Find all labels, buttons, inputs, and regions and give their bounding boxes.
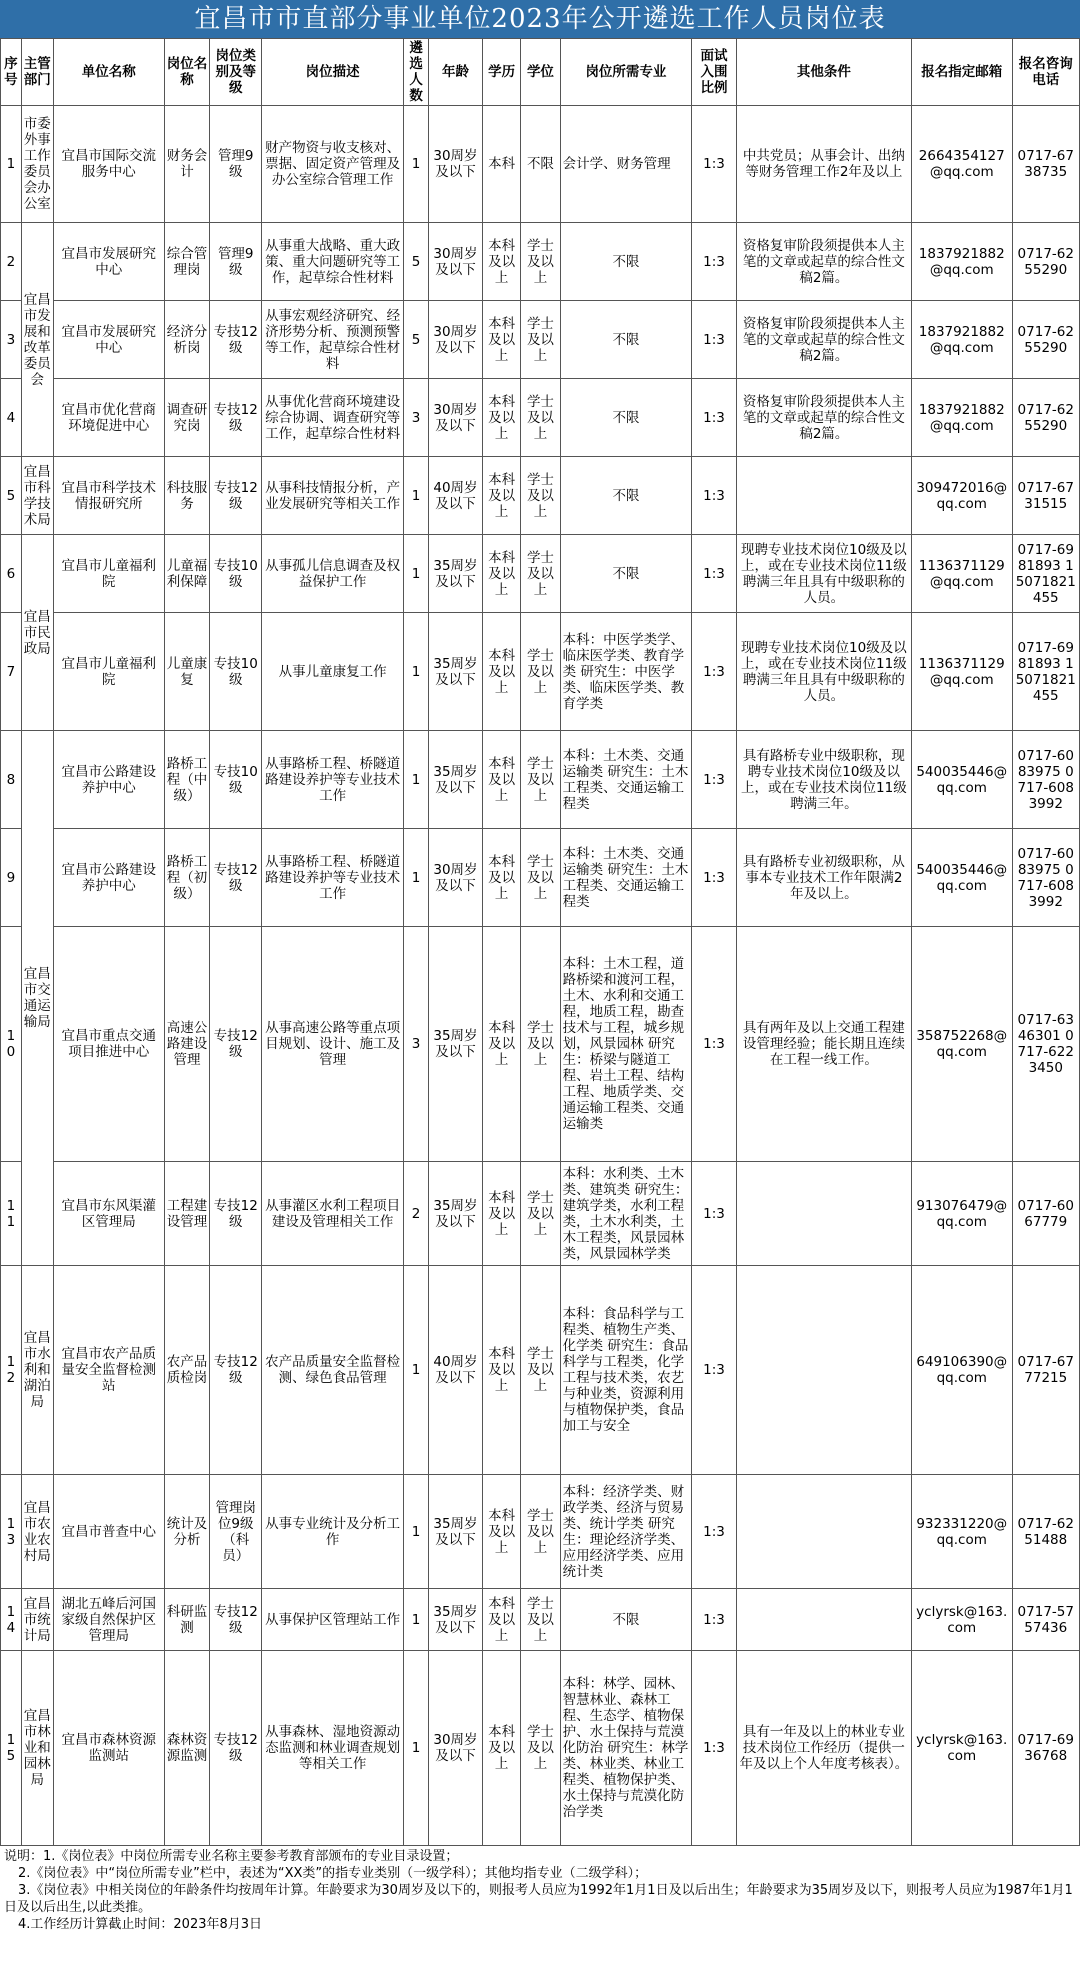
- cell-deg: 学士及以上: [521, 927, 560, 1162]
- cell-phone: 0717-6251488: [1012, 1475, 1080, 1589]
- cell-deg: 学士及以上: [521, 1162, 560, 1266]
- cell-num: 1: [404, 829, 429, 927]
- table-row: [1, 1162, 1080, 1266]
- cell-ratio: 1:3: [692, 223, 737, 301]
- cell-edu: 本科: [482, 106, 520, 223]
- cell-num: 1: [404, 1266, 429, 1475]
- cell-desc: 从事保护区管理站工作: [262, 1589, 404, 1651]
- cell-edu: 本科及以上: [482, 1266, 520, 1475]
- cell-num: 1: [404, 613, 429, 731]
- cell-post: 高速公路建设管理: [164, 927, 210, 1162]
- cell-email[interactable]: 1136371129@qq.com: [911, 535, 1012, 613]
- cell-major: 不限: [560, 1589, 692, 1651]
- cell-email[interactable]: 1837921882@qq.com: [911, 379, 1012, 457]
- cell-phone: 0717-6255290: [1012, 223, 1080, 301]
- cell-unit: 宜昌市公路建设养护中心: [53, 829, 164, 927]
- cell-age: 35周岁及以下: [429, 1162, 483, 1266]
- cell-desc: 从事宏观经济研究、经济形势分析、预测预警等工作，起草综合性材料: [262, 301, 404, 379]
- cell-no: 7: [1, 613, 22, 731]
- cell-edu: 本科及以上: [482, 927, 520, 1162]
- cell-cond: [736, 1266, 911, 1475]
- cell-edu: 本科及以上: [482, 1475, 520, 1589]
- cell-no: 9: [1, 829, 22, 927]
- cell-edu: 本科及以上: [482, 223, 520, 301]
- cell-post: 科技服务: [164, 457, 210, 535]
- cell-no: 14: [1, 1589, 22, 1651]
- cell-num: 1: [404, 731, 429, 829]
- cell-age: 35周岁及以下: [429, 1475, 483, 1589]
- cell-unit: 宜昌市儿童福利院: [53, 535, 164, 613]
- cell-deg: 学士及以上: [521, 223, 560, 301]
- cell-no: 8: [1, 731, 22, 829]
- cell-age: 35周岁及以下: [429, 927, 483, 1162]
- cell-age: 30周岁及以下: [429, 301, 483, 379]
- cell-phone: 0717-5757436: [1012, 1589, 1080, 1651]
- cell-post: 农产品质检岗: [164, 1266, 210, 1475]
- cell-phone: 0717-6067779: [1012, 1162, 1080, 1266]
- cell-level: 专技12级: [210, 457, 262, 535]
- col-header: 岗位类别及等级: [210, 39, 262, 106]
- cell-num: 1: [404, 1589, 429, 1651]
- cell-dept: 宜昌市交通运输局: [21, 731, 53, 1266]
- col-header: 其他条件: [736, 39, 911, 106]
- cell-edu: 本科及以上: [482, 301, 520, 379]
- cell-cond: [736, 1589, 911, 1651]
- cell-major: 本科：土木类、交通运输类 研究生：土木工程类、交通运输工程类: [560, 829, 692, 927]
- cell-desc: 从事路桥工程、桥隧道路建设养护等专业技术工作: [262, 731, 404, 829]
- cell-cond: 现聘专业技术岗位10级及以上，或在专业技术岗位11级聘满三年且具有中级职称的人员。: [736, 613, 911, 731]
- table-row: [1, 1475, 1080, 1589]
- cell-dept: 宜昌市统计局: [21, 1589, 53, 1651]
- cell-dept: 宜昌市林业和园林局: [21, 1651, 53, 1846]
- cell-email[interactable]: 358752268@qq.com: [911, 927, 1012, 1162]
- cell-post: 经济分析岗: [164, 301, 210, 379]
- cell-cond: 资格复审阶段须提供本人主笔的文章或起草的综合性文稿2篇。: [736, 301, 911, 379]
- cell-email[interactable]: 540035446@qq.com: [911, 731, 1012, 829]
- cell-phone: 0717-6738735: [1012, 106, 1080, 223]
- cell-no: 5: [1, 457, 22, 535]
- cell-level: 专技12级: [210, 1651, 262, 1846]
- cell-desc: 从事灌区水利工程项目建设及管理相关工作: [262, 1162, 404, 1266]
- cell-num: 1: [404, 457, 429, 535]
- cell-ratio: 1:3: [692, 1266, 737, 1475]
- cell-email[interactable]: 2664354127@qq.com: [911, 106, 1012, 223]
- cell-email[interactable]: yclyrsk@163.com: [911, 1589, 1012, 1651]
- cell-major: 本科：中医学类学、临床医学类、教育学类 研究生：中医学类、临床医学类、教育学类: [560, 613, 692, 731]
- cell-no: 15: [1, 1651, 22, 1846]
- cell-email[interactable]: 1837921882@qq.com: [911, 301, 1012, 379]
- cell-unit: 宜昌市东风渠灌区管理局: [53, 1162, 164, 1266]
- cell-post: 工程建设管理: [164, 1162, 210, 1266]
- cell-dept: 宜昌市发展和改革委员会: [21, 223, 53, 457]
- cell-phone: 0717-6981893 15071821455: [1012, 535, 1080, 613]
- cell-desc: 财产物资与收支核对、票据、固定资产管理及办公室综合管理工作: [262, 106, 404, 223]
- cell-email[interactable]: 309472016@qq.com: [911, 457, 1012, 535]
- cell-edu: 本科及以上: [482, 829, 520, 927]
- cell-unit: 宜昌市发展研究中心: [53, 301, 164, 379]
- cell-no: 12: [1, 1266, 22, 1475]
- cell-cond: 具有一年及以上的林业专业技术岗位工作经历（提供一年及以上个人年度考核表）。: [736, 1651, 911, 1846]
- cell-num: 3: [404, 927, 429, 1162]
- cell-deg: 学士及以上: [521, 1589, 560, 1651]
- cell-major: 本科：土木类、交通运输类 研究生：土木工程类、交通运输工程类: [560, 731, 692, 829]
- cell-deg: 学士及以上: [521, 1475, 560, 1589]
- cell-dept: 宜昌市科学技术局: [21, 457, 53, 535]
- cell-ratio: 1:3: [692, 457, 737, 535]
- cell-ratio: 1:3: [692, 613, 737, 731]
- cell-cond: 中共党员；从事会计、出纳等财务管理工作2年及以上: [736, 106, 911, 223]
- cell-age: 35周岁及以下: [429, 613, 483, 731]
- cell-level: 专技12级: [210, 301, 262, 379]
- cell-deg: 不限: [521, 106, 560, 223]
- cell-age: 30周岁及以下: [429, 1651, 483, 1846]
- cell-cond: 资格复审阶段须提供本人主笔的文章或起草的综合性文稿2篇。: [736, 223, 911, 301]
- cell-ratio: 1:3: [692, 1475, 737, 1589]
- cell-unit: 宜昌市国际交流服务中心: [53, 106, 164, 223]
- cell-cond: 具有路桥专业初级职称，从事本专业技术工作年限满2年及以上。: [736, 829, 911, 927]
- cell-level: 管理9级: [210, 223, 262, 301]
- cell-unit: 宜昌市农产品质量安全监督检测站: [53, 1266, 164, 1475]
- cell-post: 财务会计: [164, 106, 210, 223]
- table-row: [1, 301, 1080, 379]
- cell-unit: 湖北五峰后河国家级自然保护区管理局: [53, 1589, 164, 1651]
- cell-num: 5: [404, 301, 429, 379]
- cell-age: 30周岁及以下: [429, 223, 483, 301]
- cell-major: 不限: [560, 223, 692, 301]
- cell-no: 10: [1, 927, 22, 1162]
- cell-desc: 从事重大战略、重大政策、重大问题研究等工作，起草综合性材料: [262, 223, 404, 301]
- cell-dept: 宜昌市水利和湖泊局: [21, 1266, 53, 1475]
- cell-level: 专技10级: [210, 535, 262, 613]
- cell-deg: 学士及以上: [521, 379, 560, 457]
- col-header: 面试入围比例: [692, 39, 737, 106]
- header-row: [1, 39, 1080, 106]
- cell-deg: 学士及以上: [521, 1266, 560, 1475]
- cell-email[interactable]: yclyrsk@163.com: [911, 1651, 1012, 1846]
- cell-age: 30周岁及以下: [429, 829, 483, 927]
- cell-deg: 学士及以上: [521, 457, 560, 535]
- table-row: [1, 1651, 1080, 1846]
- cell-post: 综合管理岗: [164, 223, 210, 301]
- cell-no: 1: [1, 106, 22, 223]
- note-line: 说明：1.《岗位表》中岗位所需专业名称主要参考教育部颁布的专业目录设置；: [4, 1849, 459, 1864]
- cell-cond: 具有路桥专业中级职称，现聘专业技术岗位10级及以上，或在专业技术岗位11级聘满三年。: [736, 731, 911, 829]
- cell-edu: 本科及以上: [482, 457, 520, 535]
- cell-major: 本科：水利类、土木类、建筑类 研究生：建筑学类，水利工程类，土木水利类，土木工程类，风景园林类，风景园林学类: [560, 1162, 692, 1266]
- table-row: [1, 731, 1080, 829]
- cell-post: 儿童福利保障: [164, 535, 210, 613]
- table-row: [1, 106, 1080, 223]
- cell-desc: 从事专业统计及分析工作: [262, 1475, 404, 1589]
- col-header: 报名指定邮箱: [911, 39, 1012, 106]
- cell-desc: 从事孤儿信息调查及权益保护工作: [262, 535, 404, 613]
- cell-level: 管理9级: [210, 106, 262, 223]
- cell-desc: 从事儿童康复工作: [262, 613, 404, 731]
- cell-phone: 0717-6083975 0717-6083992: [1012, 829, 1080, 927]
- cell-phone: 0717-6731515: [1012, 457, 1080, 535]
- cell-phone: 0717-6346301 0717-6223450: [1012, 927, 1080, 1162]
- table-row: [1, 613, 1080, 731]
- cell-major: 不限: [560, 379, 692, 457]
- cell-phone: 0717-6083975 0717-6083992: [1012, 731, 1080, 829]
- cell-unit: 宜昌市森林资源监测站: [53, 1651, 164, 1846]
- cell-email[interactable]: 913076479@qq.com: [911, 1162, 1012, 1266]
- cell-desc: 从事优化营商环境建设综合协调、调查研究等工作，起草综合性材料: [262, 379, 404, 457]
- col-header: 遴选人数: [404, 39, 429, 106]
- cell-cond: 现聘专业技术岗位10级及以上，或在专业技术岗位11级聘满三年且具有中级职称的人员。: [736, 535, 911, 613]
- cell-age: 40周岁及以下: [429, 457, 483, 535]
- cell-major: 不限: [560, 457, 692, 535]
- cell-ratio: 1:3: [692, 106, 737, 223]
- cell-email[interactable]: 1136371129@qq.com: [911, 613, 1012, 731]
- table-body: [1, 106, 1080, 1846]
- cell-unit: 宜昌市发展研究中心: [53, 223, 164, 301]
- cell-phone: 0717-6777215: [1012, 1266, 1080, 1475]
- cell-unit: 宜昌市儿童福利院: [53, 613, 164, 731]
- cell-level: 专技12级: [210, 1162, 262, 1266]
- cell-unit: 宜昌市普查中心: [53, 1475, 164, 1589]
- cell-edu: 本科及以上: [482, 1162, 520, 1266]
- table-row: [1, 1266, 1080, 1475]
- cell-ratio: 1:3: [692, 535, 737, 613]
- cell-edu: 本科及以上: [482, 379, 520, 457]
- table-row: [1, 1589, 1080, 1651]
- cell-ratio: 1:3: [692, 829, 737, 927]
- cell-major: 不限: [560, 535, 692, 613]
- cell-post: 调查研究岗: [164, 379, 210, 457]
- cell-age: 30周岁及以下: [429, 106, 483, 223]
- col-header: 报名咨询电话: [1012, 39, 1080, 106]
- cell-email[interactable]: 932331220@qq.com: [911, 1475, 1012, 1589]
- cell-major: 不限: [560, 301, 692, 379]
- cell-no: 13: [1, 1475, 22, 1589]
- cell-dept: 市委外事工作委员会办公室: [21, 106, 53, 223]
- cell-deg: 学士及以上: [521, 1651, 560, 1846]
- cell-post: 森林资源监测: [164, 1651, 210, 1846]
- table-row: [1, 927, 1080, 1162]
- cell-unit: 宜昌市科学技术情报研究所: [53, 457, 164, 535]
- cell-no: 2: [1, 223, 22, 301]
- note-line: 2.《岗位表》中“岗位所需专业”栏中，表述为“XX类”的指专业类别（一级学科）；其他均指专业（二级学科）；: [18, 1866, 648, 1881]
- cell-cond: 资格复审阶段须提供本人主笔的文章或起草的综合性文稿2篇。: [736, 379, 911, 457]
- col-header: 岗位描述: [262, 39, 404, 106]
- cell-deg: 学士及以上: [521, 613, 560, 731]
- cell-deg: 学士及以上: [521, 535, 560, 613]
- cell-email[interactable]: 540035446@qq.com: [911, 829, 1012, 927]
- cell-ratio: 1:3: [692, 927, 737, 1162]
- cell-no: 3: [1, 301, 22, 379]
- cell-unit: 宜昌市重点交通项目推进中心: [53, 927, 164, 1162]
- cell-ratio: 1:3: [692, 1589, 737, 1651]
- cell-desc: 从事高速公路等重点项目规划、设计、施工及管理: [262, 927, 404, 1162]
- cell-post: 统计及分析: [164, 1475, 210, 1589]
- cell-cond: [736, 457, 911, 535]
- cell-age: 35周岁及以下: [429, 731, 483, 829]
- cell-level: 专技12级: [210, 927, 262, 1162]
- cell-edu: 本科及以上: [482, 1651, 520, 1846]
- cell-edu: 本科及以上: [482, 731, 520, 829]
- positions-table: [0, 38, 1080, 1846]
- cell-num: 5: [404, 223, 429, 301]
- table-row: [1, 457, 1080, 535]
- notes: [0, 1846, 1080, 1935]
- cell-dept: 宜昌市民政局: [21, 535, 53, 731]
- cell-num: 3: [404, 379, 429, 457]
- cell-deg: 学士及以上: [521, 731, 560, 829]
- cell-num: 1: [404, 106, 429, 223]
- cell-post: 科研监测: [164, 1589, 210, 1651]
- cell-post: 路桥工程（中级）: [164, 731, 210, 829]
- cell-level: 专技10级: [210, 613, 262, 731]
- cell-post: 路桥工程（初级）: [164, 829, 210, 927]
- cell-desc: 从事路桥工程、桥隧道路建设养护等专业技术工作: [262, 829, 404, 927]
- col-header: 年龄: [429, 39, 483, 106]
- cell-major: 会计学、财务管理: [560, 106, 692, 223]
- note-line: 4.工作经历计算截止时间：2023年8月3日: [18, 1917, 263, 1932]
- cell-edu: 本科及以上: [482, 613, 520, 731]
- cell-ratio: 1:3: [692, 379, 737, 457]
- cell-level: 专技10级: [210, 731, 262, 829]
- table-row: [1, 379, 1080, 457]
- cell-unit: 宜昌市公路建设养护中心: [53, 731, 164, 829]
- cell-email[interactable]: 649106390@qq.com: [911, 1266, 1012, 1475]
- cell-major: 本科：食品科学与工程类、植物生产类、化学类 研究生：食品科学与工程类，化学工程与技术类，农艺与种业类，资源利用与植物保护类，食品加工与安全: [560, 1266, 692, 1475]
- cell-level: 管理岗位9级（科员）: [210, 1475, 262, 1589]
- cell-no: 6: [1, 535, 22, 613]
- cell-phone: 0717-6255290: [1012, 379, 1080, 457]
- cell-no: 11: [1, 1162, 22, 1266]
- cell-desc: 从事森林、湿地资源动态监测和林业调查规划等相关工作: [262, 1651, 404, 1846]
- cell-age: 35周岁及以下: [429, 1589, 483, 1651]
- cell-num: 1: [404, 1651, 429, 1846]
- cell-ratio: 1:3: [692, 1651, 737, 1846]
- col-header: 学历: [482, 39, 520, 106]
- col-header: 单位名称: [53, 39, 164, 106]
- cell-unit: 宜昌市优化营商环境促进中心: [53, 379, 164, 457]
- cell-edu: 本科及以上: [482, 535, 520, 613]
- cell-major: 本科：土木工程，道路桥梁和渡河工程，土木、水利和交通工程，地质工程，勘查技术与工程，城乡规划，风景园林 研究生：桥梁与隧道工程、岩土工程、结构工程、地质学类、交通运输工程类、交通运输类: [560, 927, 692, 1162]
- cell-cond: [736, 1475, 911, 1589]
- cell-num: 1: [404, 535, 429, 613]
- cell-desc: 从事科技情报分析，产业发展研究等相关工作: [262, 457, 404, 535]
- cell-cond: [736, 1162, 911, 1266]
- cell-level: 专技12级: [210, 379, 262, 457]
- cell-ratio: 1:3: [692, 731, 737, 829]
- cell-ratio: 1:3: [692, 1162, 737, 1266]
- col-header: 岗位名称: [164, 39, 210, 106]
- cell-ratio: 1:3: [692, 301, 737, 379]
- cell-age: 30周岁及以下: [429, 379, 483, 457]
- cell-phone: 0717-6981893 15071821455: [1012, 613, 1080, 731]
- cell-post: 儿童康复: [164, 613, 210, 731]
- cell-major: 本科：林学、园林、智慧林业、森林工程、生态学、植物保护、水土保持与荒漠化防治 研究生：林学类、林业类、林业工程类、植物保护类、水土保持与荒漠化防治学类: [560, 1651, 692, 1846]
- cell-cond: 具有两年及以上交通工程建设管理经验；能长期且连续在工程一线工作。: [736, 927, 911, 1162]
- cell-deg: 学士及以上: [521, 829, 560, 927]
- cell-age: 40周岁及以下: [429, 1266, 483, 1475]
- cell-level: 专技12级: [210, 829, 262, 927]
- cell-age: 35周岁及以下: [429, 535, 483, 613]
- cell-deg: 学士及以上: [521, 301, 560, 379]
- cell-num: 2: [404, 1162, 429, 1266]
- cell-level: 专技12级: [210, 1589, 262, 1651]
- table-row: [1, 223, 1080, 301]
- cell-email[interactable]: 1837921882@qq.com: [911, 223, 1012, 301]
- note-line: 3.《岗位表》中相关岗位的年龄条件均按周年计算。年龄要求为30周岁及以下的，则报考人员应为1992年1月1日及以后出生；年龄要求为35周岁及以下，则报考人员应为1987年1月1日及以后出生,以此类推。: [4, 1883, 1073, 1915]
- cell-num: 1: [404, 1475, 429, 1589]
- col-header: 岗位所需专业: [560, 39, 692, 106]
- page-title: 宜昌市市直部分事业单位2023年公开遴选工作人员岗位表: [0, 0, 1080, 38]
- cell-phone: 0717-6936768: [1012, 1651, 1080, 1846]
- cell-level: 专技12级: [210, 1266, 262, 1475]
- col-header: 序号: [1, 39, 22, 106]
- table-row: [1, 829, 1080, 927]
- cell-edu: 本科及以上: [482, 1589, 520, 1651]
- cell-major: 本科：经济学类、财政学类、经济与贸易类、统计学类 研究生：理论经济学类、应用经济学类、应用统计类: [560, 1475, 692, 1589]
- table-row: [1, 535, 1080, 613]
- col-header: 主管部门: [21, 39, 53, 106]
- cell-desc: 农产品质量安全监督检测、绿色食品管理: [262, 1266, 404, 1475]
- col-header: 学位: [521, 39, 560, 106]
- cell-phone: 0717-6255290: [1012, 301, 1080, 379]
- cell-dept: 宜昌市农业农村局: [21, 1475, 53, 1589]
- cell-no: 4: [1, 379, 22, 457]
